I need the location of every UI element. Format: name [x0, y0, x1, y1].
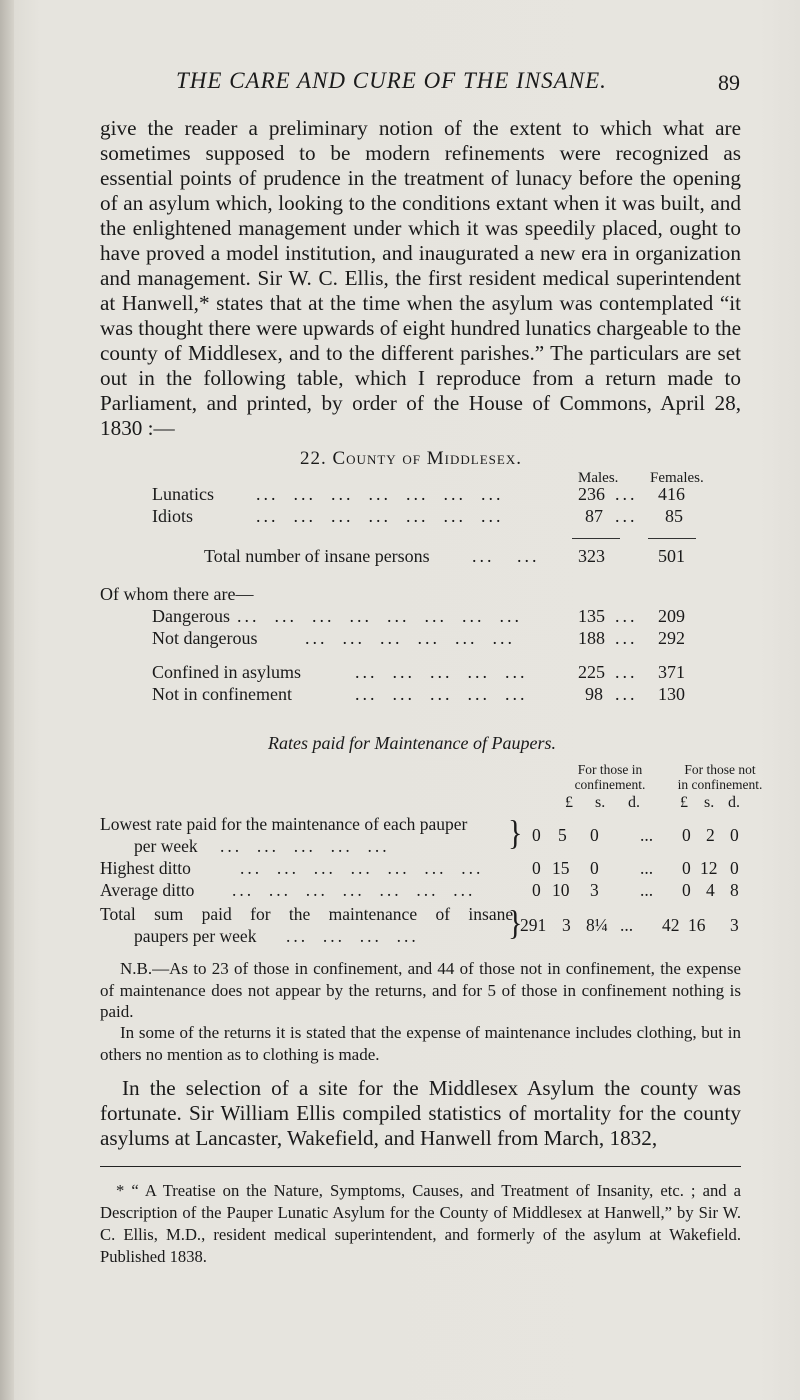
table-row: [100, 506, 740, 530]
confined-pounds: 291: [520, 915, 547, 935]
leader-dots: ... ... ... ... ... ...: [305, 628, 515, 648]
leader-dots: ... ... ... ...: [286, 926, 419, 946]
females-value: 130: [658, 684, 685, 704]
confined-pounds: 0: [532, 858, 541, 878]
females-value: 209: [658, 606, 685, 626]
total-males: 323: [578, 546, 605, 566]
leader-dots: ...: [640, 825, 654, 845]
col-not-confined-line1: For those not: [684, 762, 756, 777]
not-confined-shillings: 4: [706, 880, 715, 900]
rate-row-total: [100, 904, 740, 950]
males-value: 87: [585, 506, 603, 526]
rate-row-highest: [100, 858, 740, 882]
intro-paragraph: give the reader a preliminary notion of the extent to which what are sometimes supposed to be modern refinements were recognized as essential points of prudence in the treatment of lunacy before the opening of an asylum which, looking to the conditions extant when it was built, and the enlightened management under which it was speedily placed, ought to have proved a model institution, and inaugurated a new era in organization and management. Sir W. C. Ellis, the first resident medical superintendent at Hanwell,* states that at the time when the asylum was contemplated “it was thought there were upwards of eight hundred lunatics chargeable to the county of Middlesex, and to the different parishes.” The particulars are set out in the following table, which I reproduce from a return made to Parliament, and printed, by order of the House of Commons, April 28, 1830 :—: [100, 116, 741, 440]
table-row: [100, 606, 740, 630]
col-not-confined-head: [665, 762, 775, 792]
row-label: Not in confinement: [152, 684, 292, 704]
leader-dots: ... ... ... ... ... ... ...: [256, 506, 504, 526]
leader-dots: ... ... ... ... ...: [220, 836, 390, 856]
col-males: Males.: [578, 470, 619, 486]
row-label: Dangerous: [152, 606, 230, 626]
table-row: [100, 684, 740, 708]
leader-dots: ... ... ... ... ... ... ...: [240, 858, 484, 878]
shilling-head: s.: [704, 794, 715, 811]
leader-dots: ... ... ... ... ... ... ... ...: [237, 606, 522, 626]
leader-dots: ...: [615, 484, 638, 504]
not-confined-shillings: 16: [688, 915, 706, 935]
not-confined-pounds: 42: [662, 915, 680, 935]
row-label: Not dangerous: [152, 628, 258, 648]
rate-label: Average ditto: [100, 880, 195, 900]
clothing-note: In some of the returns it is stated that the expense of maintenance includes clothing, but in others no mention as to clothing is made.: [100, 1023, 741, 1064]
confined-pounds: 0: [532, 825, 541, 845]
confined-pence: 3: [590, 880, 599, 900]
nb-note: N.B.—As to 23 of those in confinement, and 44 of those not in confinement, the expense of maintenance does not appear by the returns, and for 5 of those in confinement nothing is paid.: [100, 959, 741, 1021]
leader-dots: ...: [615, 606, 638, 626]
males-value: 135: [578, 606, 605, 626]
females-value: 416: [658, 484, 685, 504]
rate-label-cont: per week: [134, 836, 198, 856]
not-confined-pence: 0: [730, 858, 739, 878]
rates-title: Rates paid for Maintenance of Paupers.: [268, 733, 556, 753]
males-value: 225: [578, 662, 605, 682]
confined-shillings: 5: [558, 825, 567, 845]
row-label: Idiots: [152, 506, 194, 526]
not-confined-pence: 0: [730, 825, 739, 845]
leader-dots: ...: [615, 628, 638, 648]
not-confined-shillings: 2: [706, 825, 715, 845]
page-gutter: [0, 0, 14, 1400]
rate-label: Lowest rate paid for the maintenance of each pauper: [100, 814, 468, 834]
table-row: [100, 628, 740, 652]
pound-head: £: [680, 794, 688, 811]
total-label: Total number of insane persons: [204, 546, 430, 566]
total-rule-males: [572, 538, 620, 539]
leader-dots: ... ... ... ... ... ... ...: [232, 880, 476, 900]
leader-dots: ...: [640, 880, 654, 900]
row-label: Lunatics: [152, 484, 214, 504]
confined-shillings: 3: [562, 915, 571, 935]
total-rule-females: [648, 538, 696, 539]
confined-pence: 0: [590, 825, 599, 845]
rate-row-lowest: [100, 814, 740, 860]
leader-dots: ...: [615, 662, 638, 682]
confined-pounds: 0: [532, 880, 541, 900]
confined-shillings: 10: [552, 880, 570, 900]
pence-head: d.: [628, 794, 640, 811]
table-row: [100, 484, 740, 508]
footnote: * “ A Treatise on the Nature, Symptoms, Causes, and Treatment of Insanity, etc. ; and a Description of the Pauper Lunatic Asylum for the County of Middlesex at Hanwell,” by Sir W. C. Ellis, M.D., resident medical superintendent, and formerly of the asylum at Wakefield. Published 1838.: [100, 1181, 741, 1266]
closing-paragraph: In the selection of a site for the Middlesex Asylum the county was fortunate. Sir William Ellis compiled statistics of mortality for the county asylums at Lancaster, Wakefield, and Hanwell from March, 1832,: [100, 1076, 741, 1150]
confined-shillings: 15: [552, 858, 570, 878]
col-confined-line1: For those in: [577, 762, 643, 777]
not-confined-pence: 8: [730, 880, 739, 900]
leader-dots: ... ... ... ... ... ... ...: [256, 484, 504, 504]
males-value: 236: [578, 484, 605, 504]
rate-row-average: [100, 880, 740, 904]
page-header: [100, 68, 740, 100]
leader-dots: ...: [620, 915, 634, 935]
col-not-confined-line2: in confinement.: [677, 777, 763, 792]
rate-label: Total sum paid for the maintenance of insane: [100, 904, 514, 924]
col-confined-line2: confinement.: [574, 777, 646, 792]
leader-dots: ...: [640, 858, 654, 878]
total-females: 501: [658, 546, 685, 566]
brace: }: [508, 814, 523, 853]
females-value: 85: [665, 506, 683, 526]
not-confined-pounds: 0: [682, 880, 691, 900]
leader-dots: ...: [615, 684, 638, 704]
pence-head: d.: [728, 794, 740, 811]
females-value: 371: [658, 662, 685, 682]
confined-pence: 8¼: [586, 915, 608, 935]
not-confined-pounds: 0: [682, 825, 691, 845]
leader-dots: ... ...: [472, 546, 540, 566]
females-value: 292: [658, 628, 685, 648]
leader-dots: ...: [615, 506, 638, 526]
confined-pence: 0: [590, 858, 599, 878]
brace: }: [508, 904, 523, 943]
not-confined-pounds: 0: [682, 858, 691, 878]
footnote-rule: [100, 1166, 741, 1167]
pound-head: £: [565, 794, 573, 811]
row-label: Confined in asylums: [152, 662, 301, 682]
total-row: [100, 546, 740, 570]
running-title: THE CARE AND CURE OF THE INSANE.: [176, 68, 607, 93]
page-number: 89: [718, 70, 740, 95]
leader-dots: ... ... ... ... ...: [355, 662, 528, 682]
rate-label: Highest ditto: [100, 858, 191, 878]
of-whom-label: Of whom there are—: [100, 584, 254, 604]
col-confined-head: [560, 762, 660, 792]
not-confined-shillings: 12: [700, 858, 718, 878]
table-title: 22. County of Middlesex.: [300, 448, 522, 469]
rate-label-cont: paupers per week: [134, 926, 257, 946]
males-value: 188: [578, 628, 605, 648]
col-females: Females.: [650, 470, 704, 486]
not-confined-pence: 3: [730, 915, 739, 935]
leader-dots: ... ... ... ... ...: [355, 684, 528, 704]
shilling-head: s.: [595, 794, 606, 811]
table-row: [100, 662, 740, 686]
males-value: 98: [585, 684, 603, 704]
